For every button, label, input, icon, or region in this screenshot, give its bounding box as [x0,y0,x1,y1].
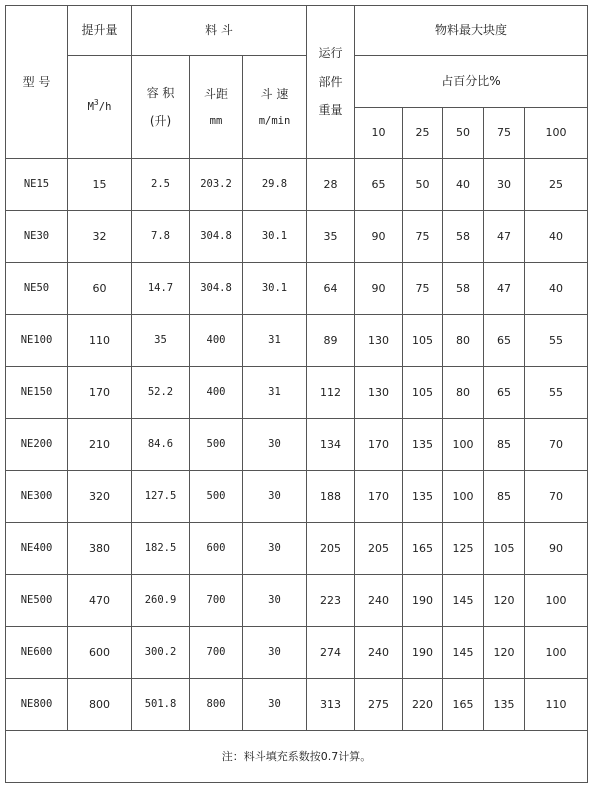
cell-capacity: 60 [68,263,132,315]
header-bucket: 料 斗 [132,6,307,56]
cell-weight: 313 [307,679,355,731]
header-pct-50: 50 [443,108,484,159]
cell-model: NE200 [6,419,68,471]
cell-pitch: 400 [190,367,243,419]
cell-capacity: 800 [68,679,132,731]
cell-p100: 90 [525,523,588,575]
cell-weight: 89 [307,315,355,367]
cell-p10: 170 [355,419,403,471]
cell-model: NE500 [6,575,68,627]
cell-pitch: 500 [190,419,243,471]
cell-weight: 64 [307,263,355,315]
cell-p10: 205 [355,523,403,575]
cell-model: NE30 [6,211,68,263]
header-pct-10: 10 [355,108,403,159]
cell-p10: 90 [355,263,403,315]
table-row [6,315,588,367]
cell-speed: 31 [243,315,307,367]
cell-p50: 80 [443,315,484,367]
cell-p25: 105 [403,367,443,419]
cell-volume: 501.8 [132,679,190,731]
header-pitch [190,56,243,159]
cell-p75: 65 [484,367,525,419]
cell-pitch: 600 [190,523,243,575]
cell-model: NE300 [6,471,68,523]
cell-capacity: 600 [68,627,132,679]
header-pct-75: 75 [484,108,525,159]
cell-p50: 100 [443,471,484,523]
cell-weight: 205 [307,523,355,575]
cell-p100: 55 [525,367,588,419]
cell-pitch: 304.8 [190,263,243,315]
cell-volume: 2.5 [132,159,190,211]
header-capacity-unit [68,56,132,159]
cell-p25: 50 [403,159,443,211]
header-pct-25: 25 [403,108,443,159]
header-volume-label: 容 积 [146,85,175,100]
cell-p25: 105 [403,315,443,367]
header-volume-unit: (升) [149,114,172,128]
cell-capacity: 470 [68,575,132,627]
cell-pitch: 304.8 [190,211,243,263]
header-lump-size: 物料最大块度 [355,6,588,56]
capacity-unit-base: M [87,100,94,113]
cell-capacity: 170 [68,367,132,419]
header-row-2 [6,56,588,108]
capacity-unit-rest: /h [98,100,112,113]
cell-p50: 145 [443,575,484,627]
cell-p50: 40 [443,159,484,211]
header-speed-unit: m/min [258,114,291,127]
cell-capacity: 320 [68,471,132,523]
cell-volume: 127.5 [132,471,190,523]
cell-p10: 90 [355,211,403,263]
cell-weight: 223 [307,575,355,627]
cell-volume: 260.9 [132,575,190,627]
cell-p75: 47 [484,211,525,263]
table-row [6,679,588,731]
table-row [6,523,588,575]
cell-p25: 165 [403,523,443,575]
cell-pitch: 700 [190,575,243,627]
cell-volume: 14.7 [132,263,190,315]
cell-p25: 135 [403,471,443,523]
cell-p75: 47 [484,263,525,315]
table-row [6,575,588,627]
cell-p75: 105 [484,523,525,575]
header-capacity: 提升量 [68,6,132,56]
cell-model: NE100 [6,315,68,367]
cell-p75: 85 [484,419,525,471]
header-pct-100: 100 [525,108,588,159]
cell-p50: 80 [443,367,484,419]
cell-capacity: 32 [68,211,132,263]
cell-p75: 120 [484,627,525,679]
spec-table [5,5,588,783]
cell-p25: 135 [403,419,443,471]
cell-p50: 58 [443,211,484,263]
cell-p50: 165 [443,679,484,731]
header-speed-label: 斗 速 [260,86,289,101]
cell-model: NE150 [6,367,68,419]
cell-p75: 30 [484,159,525,211]
cell-model: NE15 [6,159,68,211]
cell-p100: 70 [525,419,588,471]
cell-p10: 65 [355,159,403,211]
header-row-1 [6,6,588,56]
cell-p75: 120 [484,575,525,627]
cell-capacity: 380 [68,523,132,575]
cell-volume: 182.5 [132,523,190,575]
cell-speed: 30.1 [243,211,307,263]
cell-model: NE800 [6,679,68,731]
cell-pitch: 700 [190,627,243,679]
cell-pitch: 203.2 [190,159,243,211]
cell-p75: 135 [484,679,525,731]
cell-p100: 70 [525,471,588,523]
table-row [6,471,588,523]
cell-p10: 170 [355,471,403,523]
cell-p100: 40 [525,211,588,263]
cell-p50: 145 [443,627,484,679]
cell-capacity: 15 [68,159,132,211]
header-weight [307,6,355,159]
header-model: 型 号 [6,6,68,159]
table-row [6,627,588,679]
footnote-row [6,731,588,783]
cell-weight: 134 [307,419,355,471]
cell-weight: 274 [307,627,355,679]
cell-capacity: 110 [68,315,132,367]
table-row [6,367,588,419]
cell-volume: 7.8 [132,211,190,263]
cell-p25: 75 [403,263,443,315]
cell-weight: 188 [307,471,355,523]
cell-p50: 58 [443,263,484,315]
cell-speed: 30 [243,471,307,523]
cell-p25: 190 [403,627,443,679]
cell-speed: 29.8 [243,159,307,211]
cell-p100: 25 [525,159,588,211]
cell-weight: 35 [307,211,355,263]
cell-capacity: 210 [68,419,132,471]
spec-table-body [6,6,588,783]
cell-p25: 190 [403,575,443,627]
header-pitch-unit: mm [209,114,223,127]
cell-weight: 112 [307,367,355,419]
cell-weight: 28 [307,159,355,211]
cell-model: NE400 [6,523,68,575]
cell-speed: 31 [243,367,307,419]
cell-model: NE50 [6,263,68,315]
cell-p25: 220 [403,679,443,731]
cell-speed: 30.1 [243,263,307,315]
header-weight-line3: 重量 [318,103,343,118]
header-speed [243,56,307,159]
capacity-unit-sup: 3 [93,97,99,107]
cell-volume: 300.2 [132,627,190,679]
cell-speed: 30 [243,575,307,627]
cell-p75: 85 [484,471,525,523]
cell-p100: 55 [525,315,588,367]
cell-p75: 65 [484,315,525,367]
cell-p50: 125 [443,523,484,575]
header-volume [132,56,190,159]
cell-speed: 30 [243,679,307,731]
cell-pitch: 800 [190,679,243,731]
header-pitch-label: 斗距 [203,86,228,101]
cell-model: NE600 [6,627,68,679]
cell-p25: 75 [403,211,443,263]
table-row [6,211,588,263]
cell-p10: 240 [355,575,403,627]
cell-p10: 130 [355,315,403,367]
cell-p10: 275 [355,679,403,731]
cell-p50: 100 [443,419,484,471]
table-row [6,159,588,211]
header-percent: 占百分比% [355,56,588,108]
cell-volume: 35 [132,315,190,367]
cell-pitch: 500 [190,471,243,523]
table-row [6,419,588,471]
cell-p10: 130 [355,367,403,419]
cell-p100: 40 [525,263,588,315]
cell-p100: 100 [525,575,588,627]
cell-speed: 30 [243,523,307,575]
cell-pitch: 400 [190,315,243,367]
cell-volume: 84.6 [132,419,190,471]
cell-volume: 52.2 [132,367,190,419]
header-weight-line1: 运行 [318,46,343,61]
cell-p10: 240 [355,627,403,679]
footnote: 注：料斗填充系数按0.7计算。 [6,731,588,783]
cell-p100: 100 [525,627,588,679]
header-weight-line2: 部件 [318,74,343,89]
cell-p100: 110 [525,679,588,731]
table-row [6,263,588,315]
cell-speed: 30 [243,627,307,679]
cell-speed: 30 [243,419,307,471]
